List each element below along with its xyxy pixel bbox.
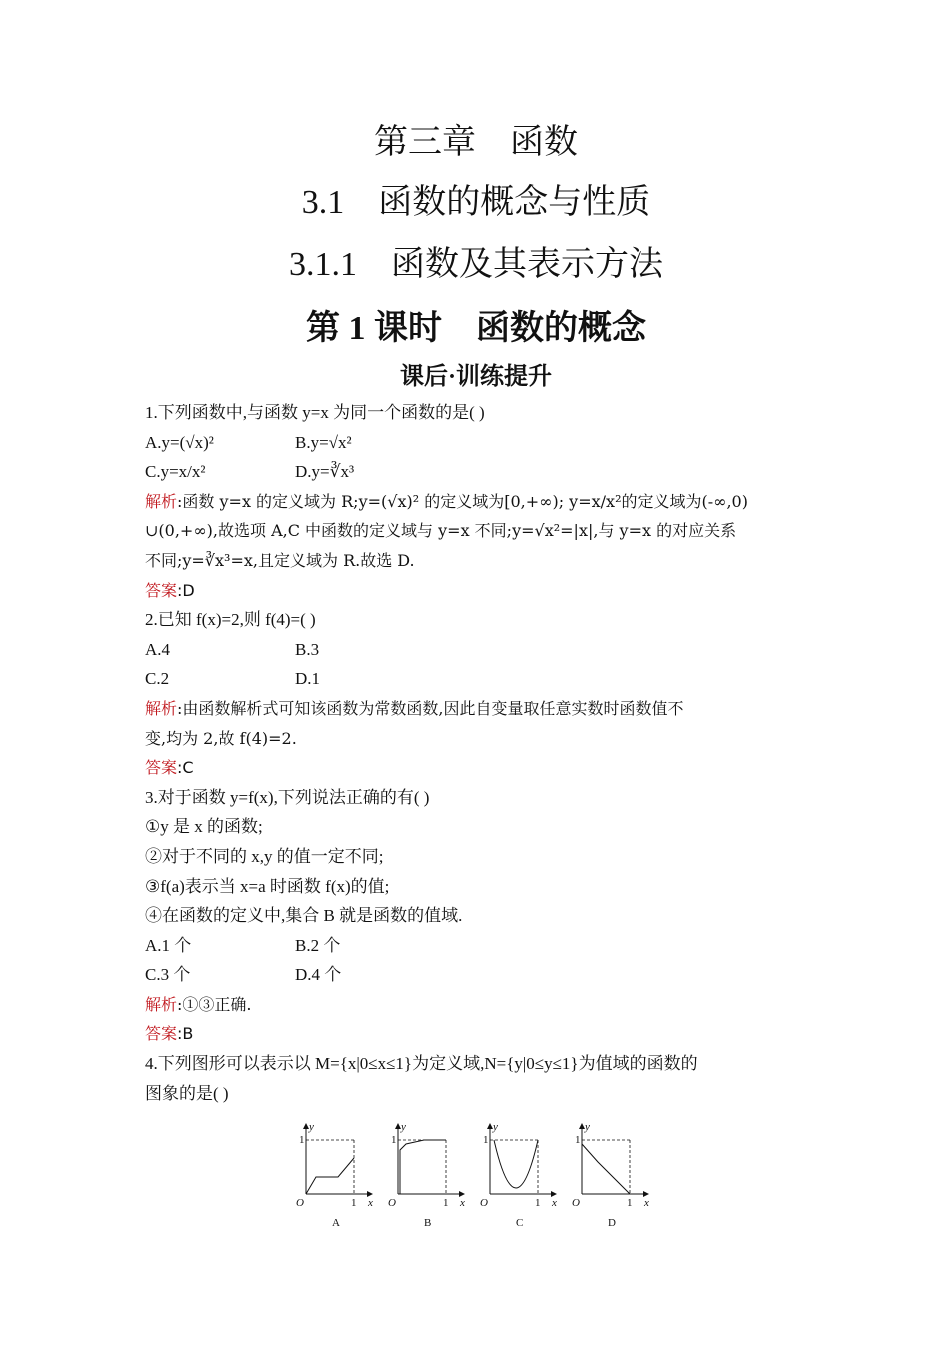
q1-answer: 答案:D <box>145 580 195 600</box>
graph-c-one-x: 1 <box>535 1197 541 1209</box>
q1-analysis-line-3: 不同;y=∛x³=x,且定义域为 R.故选 D. <box>145 550 415 570</box>
q3-option-c: C.3 个 <box>145 965 191 985</box>
graph-a-x-label: x <box>368 1197 373 1209</box>
graph-b-y-label: y <box>401 1121 406 1133</box>
graph-a-one-y: 1 <box>299 1134 305 1146</box>
q3-statement-2: ②对于不同的 x,y 的值一定不同; <box>145 846 384 866</box>
q2-options-row-2 <box>145 664 815 694</box>
analysis-label: 解析 <box>145 491 178 511</box>
graph-b-one-y: 1 <box>391 1134 397 1146</box>
graph-c-x-label: x <box>552 1197 557 1209</box>
graph-d-one-y: 1 <box>575 1134 581 1146</box>
question-list <box>145 398 815 1108</box>
graph-c-one-y: 1 <box>483 1134 489 1146</box>
q3-option-a: A.1 个 <box>145 935 192 955</box>
graph-c-origin: O <box>480 1197 488 1209</box>
graph-b-origin: O <box>388 1197 396 1209</box>
graph-d-y-label: y <box>585 1121 590 1133</box>
q3-analysis: 解析:①③正确. <box>145 994 252 1014</box>
q2-option-c: C.2 <box>145 669 170 689</box>
graph-b <box>388 1121 465 1229</box>
answer-label: 答案 <box>145 758 178 778</box>
q2-analysis-line-2: 变,均为 2,故 f(4)=2. <box>145 728 297 748</box>
q4-graphs <box>292 1120 662 1230</box>
graph-d-one-x: 1 <box>627 1197 633 1209</box>
chapter-title: 第三章 函数 <box>374 124 578 161</box>
section-title: 3.1 函数的概念与性质 <box>301 184 651 221</box>
analysis-label: 解析 <box>145 994 178 1014</box>
q1-stem: 1.下列函数中,与函数 y=x 为同一个函数的是( ) <box>145 403 485 422</box>
q2-option-d: D.1 <box>295 669 321 689</box>
graph-d <box>572 1121 649 1229</box>
graph-d-origin: O <box>572 1197 580 1209</box>
practice-heading: 课后·训练提升 <box>399 364 552 390</box>
lesson-title: 第 1 课时 函数的概念 <box>306 310 646 347</box>
graph-a-y-label: y <box>309 1121 314 1133</box>
q3-answer: 答案:B <box>145 1024 194 1044</box>
graph-d-label: D <box>608 1217 616 1229</box>
answer-label: 答案 <box>145 580 178 600</box>
q3-option-d: D.4 个 <box>295 965 342 985</box>
q3-statement-1: ①y 是 x 的函数; <box>145 817 263 837</box>
q1-option-c: C.y=x/x² <box>145 462 206 482</box>
q2-options-row-1 <box>145 635 815 665</box>
graph-a-one-x: 1 <box>351 1197 357 1209</box>
graph-a-label: A <box>332 1217 340 1229</box>
q2-analysis-line-1: 解析:由函数解析式可知该函数为常数函数,因此自变量取任意实数时函数值不 <box>145 698 684 718</box>
q4-stem-line-2: 图象的是( ) <box>145 1083 229 1103</box>
q3-option-b: B.2 个 <box>295 935 341 955</box>
q1-option-b: B.y=√x² <box>295 432 352 452</box>
answer-label: 答案 <box>145 1024 178 1044</box>
graph-b-label: B <box>424 1217 432 1229</box>
q1-analysis-line-1: 解析:函数 y=x 的定义域为 R;y=(√x)² 的定义域为[0,+∞); y=x/x²的定义域为(-∞,0) <box>145 491 748 511</box>
graph-a-origin: O <box>296 1197 304 1209</box>
q3-options-row-2 <box>145 960 815 990</box>
graph-c-label: C <box>516 1217 524 1229</box>
q3-options-row-1 <box>145 931 815 961</box>
graph-c-y-label: y <box>493 1121 498 1133</box>
subsection-title: 3.1.1 函数及其表示方法 <box>289 246 663 283</box>
q2-option-b: B.3 <box>295 639 320 659</box>
graph-d-x-label: x <box>644 1197 649 1209</box>
graph-a <box>296 1121 373 1229</box>
q2-answer: 答案:C <box>145 758 194 778</box>
graph-c <box>480 1121 557 1229</box>
q1-option-d: D.y=∛x³ <box>295 462 355 482</box>
q1-options-row-2 <box>145 457 815 487</box>
graph-b-x-label: x <box>460 1197 465 1209</box>
q4-stem-line-1: 4.下列图形可以表示以 M={x|0≤x≤1}为定义域,N={y|0≤y≤1}为值域的函数的 <box>145 1054 698 1074</box>
q2-stem: 2.已知 f(x)=2,则 f(4)=( ) <box>145 610 316 630</box>
q3-statement-3: ③f(a)表示当 x=a 时函数 f(x)的值; <box>145 876 390 896</box>
graph-b-one-x: 1 <box>443 1197 449 1209</box>
q1-analysis-line-2: ∪(0,+∞),故选项 A,C 中函数的定义域与 y=x 不同;y=√x²=|x|,与 y=x 的对应关系 <box>145 521 737 541</box>
q3-stem: 3.对于函数 y=f(x),下列说法正确的有( ) <box>145 787 430 807</box>
q1-option-a: A.y=(√x)² <box>145 432 214 452</box>
q3-statement-4: ④在函数的定义中,集合 B 就是函数的值域. <box>145 906 463 926</box>
q1-options-row-1 <box>145 428 815 458</box>
analysis-label: 解析 <box>145 698 178 718</box>
q2-option-a: A.4 <box>145 639 171 659</box>
